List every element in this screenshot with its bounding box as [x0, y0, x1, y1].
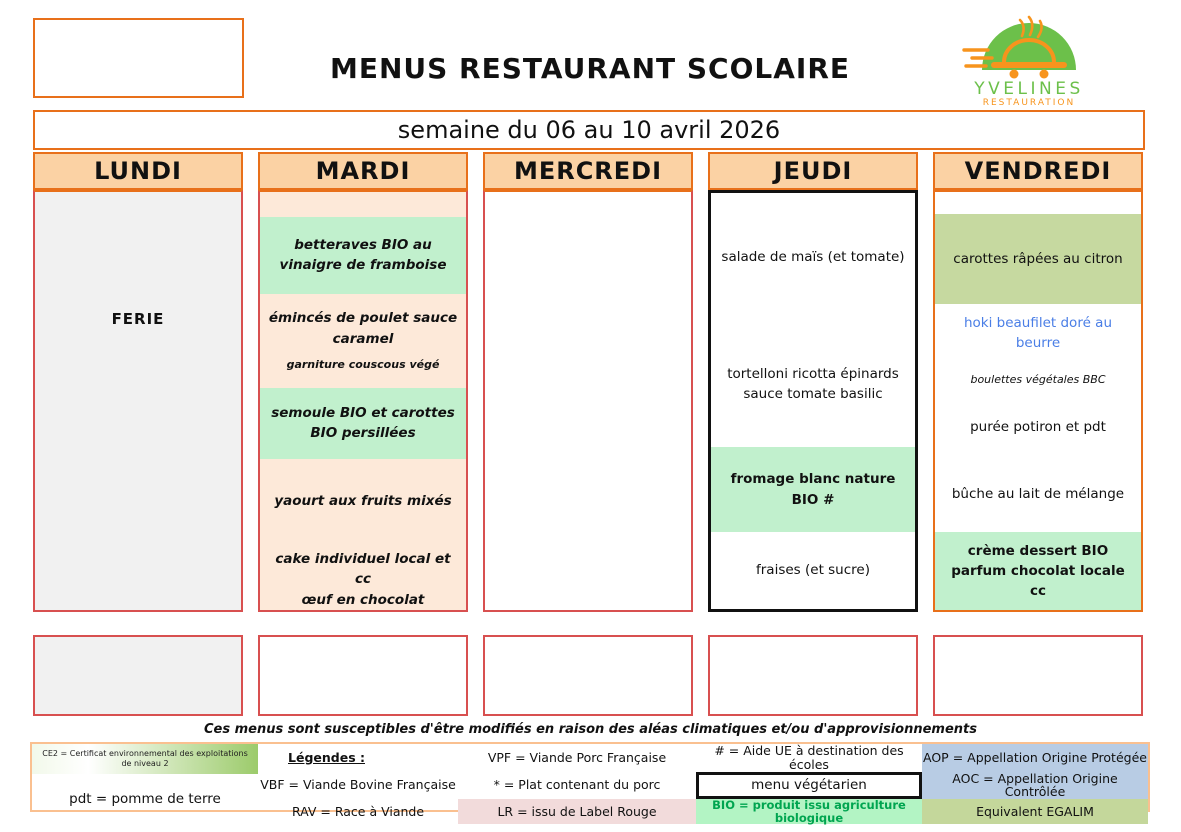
legend-porc: * = Plat contenant du porc: [493, 777, 661, 793]
menu-item-laitage: bûche au lait de mélange: [951, 485, 1125, 502]
spacer: [260, 192, 466, 217]
legend-lr: LR = issu de Label Rouge: [458, 799, 696, 824]
legend-aide-ue: # = Aide UE à destination des écoles: [714, 743, 904, 772]
menu-jeudi: [708, 190, 918, 612]
legend-vegetarien: menu végétarien: [696, 772, 922, 800]
menu-vendredi: [933, 190, 1143, 612]
legend-box: [30, 742, 1150, 825]
legend-egalim: Equivalent EGALIM: [922, 799, 1148, 824]
page-title: MENUS RESTAURANT SCOLAIRE: [329, 52, 851, 85]
menu-item-entree: betteraves BIO au vinaigre de framboise: [260, 217, 466, 294]
logo-text-restauration: RESTAURATION: [982, 98, 1076, 108]
day-header-lundi: LUNDI: [33, 152, 243, 190]
menu-item-plat-group: [260, 294, 466, 388]
disclaimer-text: Ces menus sont susceptibles d'être modifiés en raison des aléas climatiques et/ou d'approvisionnements: [204, 722, 977, 737]
day-header-mardi: MARDI: [258, 152, 468, 190]
menu-lundi: [33, 190, 243, 612]
menu-item-plat: hoki beaufilet doré au beurre: [963, 314, 1113, 351]
logo-wheel-left: [1010, 70, 1019, 79]
legend-title: Légendes :: [288, 749, 365, 765]
bottom-box-mardi: [258, 635, 468, 716]
menu-mardi: [258, 190, 468, 612]
legend-aoc: AOC = Appellation Origine Contrôlée: [922, 772, 1148, 800]
legend-vbf: VBF = Viande Bovine Française: [260, 777, 456, 793]
menu-item-laitage: fromage blanc nature BIO #: [711, 447, 915, 532]
legend-col5: [32, 744, 258, 824]
menu-item-dessert-group: [260, 543, 466, 610]
bottom-box-vendredi: [933, 635, 1143, 716]
menu-item-dessert2: œuf en chocolat: [301, 591, 425, 608]
day-header-mercredi: MERCREDI: [483, 152, 693, 190]
menu-item-ferie: FERIE: [111, 310, 165, 328]
legend-pdt: pdt = pomme de terre: [69, 791, 221, 808]
week-banner: semaine du 06 au 10 avril 2026: [33, 110, 1145, 150]
yvelines-restauration-logo: [952, 10, 1120, 108]
day-header-jeudi: JEUDI: [708, 152, 918, 190]
menu-item-plat: émincés de poulet sauce caramel: [268, 310, 458, 347]
menu-item-entree: carottes râpées au citron: [935, 214, 1141, 304]
bottom-box-lundi: [33, 635, 243, 716]
menu-item-plat: tortelloni ricotta épinards sauce tomate basilic: [727, 365, 899, 402]
menu-item-plat-note: garniture couscous végé: [286, 357, 440, 371]
menu-item-dessert: fraises (et sucre): [756, 562, 870, 579]
legend-vpf: VPF = Viande Porc Française: [487, 749, 667, 765]
legend-bio: BIO = produit issu agriculture biologique: [696, 799, 922, 824]
logo-text-yvelines: YVELINES: [974, 79, 1084, 99]
menu-item-accompagnement: purée potiron et pdt: [970, 418, 1106, 435]
spacer: [935, 192, 1141, 214]
legend-ce2: CE2 = Certificat environnemental des exploitations de niveau 2: [32, 744, 258, 774]
menu-item-dessert: cake individuel local et cc: [275, 551, 451, 588]
menu-item-laitage: yaourt aux fruits mixés: [274, 492, 452, 509]
logo-wheel-right: [1040, 70, 1049, 79]
menu-item-dessert: crème dessert BIO parfum chocolat locale cc: [935, 532, 1141, 610]
school-name-box: [33, 18, 244, 98]
menu-mercredi: [483, 190, 693, 612]
day-header-vendredi: VENDREDI: [933, 152, 1143, 190]
menu-item-plat-note: boulettes végétales BBC: [970, 372, 1106, 386]
bottom-box-jeudi: [708, 635, 918, 716]
legend-aop: AOP = Appellation Origine Protégée: [922, 744, 1148, 772]
bottom-box-mercredi: [483, 635, 693, 716]
menu-item-entree: salade de maïs (et tomate): [721, 248, 905, 265]
legend-rav: RAV = Race à Viande: [291, 803, 425, 819]
menu-item-accompagnement: semoule BIO et carottes BIO persillées: [260, 388, 466, 459]
